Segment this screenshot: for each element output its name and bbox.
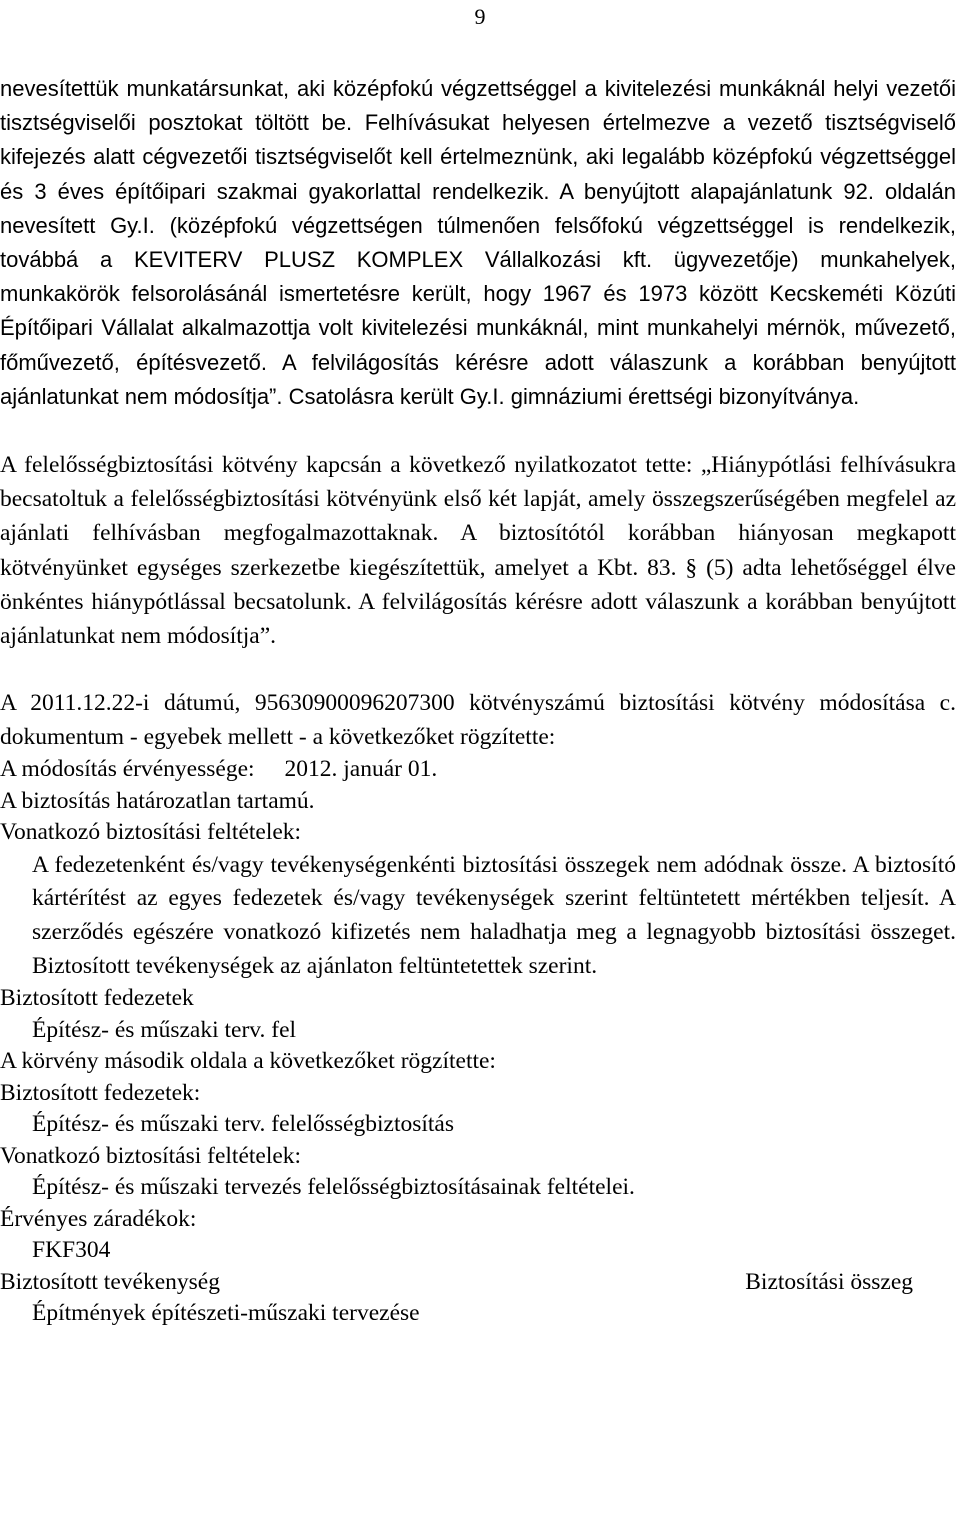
clauses-label: Érvényes záradékok: (0, 1205, 197, 1232)
validity-value: 2012. január 01. (284, 756, 438, 783)
coverage-value-1: Építész- és műszaki terv. fel (32, 1016, 297, 1043)
coverage-value-2: Építész- és műszaki terv. felelősségbiztosítás (32, 1111, 455, 1138)
validity-label: A módosítás érvényessége: (0, 756, 255, 783)
coverage-label-1: Biztosított fedezetek (0, 985, 194, 1012)
conditions-label-1: Vonatkozó biztosítási feltételek: (0, 819, 302, 846)
validity-line (0, 754, 956, 786)
document-body (0, 72, 956, 1330)
activity-label: Biztosított tevékenység (0, 1268, 220, 1295)
paragraph-response-quote: nevesítettük munkatársunkat, aki középfokú végzettséggel a kivitelezési munkáknál helyi vezetői tisztségviselői posztokat töltött be. Felhívásukat helyesen értelmezve a vezető tisztségviselő kifejezés alatt cégvezetői tisztségviselőt kell értelmeznünk, aki legalább középfokú végzettséggel és 3 éves építőipari szakmai gyakorlattal rendelkezik. A benyújtott alapajánlatunk 92. oldalán nevesített Gy.I. (középfokú végzettségen túlmenően felsőfokú végzettséggel is rendelkezik, továbbá a KEVITERV PLUSZ KOMPLEX Vállalkozási kft. ügyvezetője) munkahelyek, munkakörök felsorolásánál ismertetésre került, hogy 1967 és 1973 között Kecskeméti Közúti Építőipari Vállalat alkalmazottja volt kivitelezési munkáknál, mint munkahelyi mérnök, művezető, főművezető, építésvezető. A felvilágosítás kérésre adott válaszunk a korábban benyújtott ajánlatunkat nem módosítja”. Csatolásra került Gy.I. gimnáziumi érettségi bizonyítványa. (0, 76, 956, 409)
paragraph-gap (0, 414, 956, 448)
conditions-text-1: A fedezetenként és/vagy tevékenységenkénti biztosítási összegek nem adódnak össze. A biztosító kártérítést az egyes fedezetek és/vagy tevékenységek szerint feltüntetett mértékben teljesít. A szerződés egészére vonatkozó kifizetés nem haladhatja meg a legnagyobb biztosítási összeget. Biztosított tevékenységek az ajánlaton feltüntetettek szerint. (32, 851, 956, 979)
paragraph-policy-modification: A 2011.12.22-i dátumú, 95630900096207300 kötvényszámú biztosítási kötvény módosítása c. dokumentum - egyebek mellett - a következőket rögzítette: (0, 690, 956, 750)
second-page-line: A körvény második oldala a következőket rögzítette: (0, 1048, 496, 1075)
paragraph-gap (0, 653, 956, 687)
amount-label: Biztosítási összeg (745, 1268, 913, 1295)
activity-value: Építmények építészeti-műszaki tervezése (32, 1300, 420, 1327)
coverage-label-2: Biztosított fedezetek: (0, 1079, 201, 1106)
activity-amount-header (0, 1267, 913, 1299)
clauses-value: FKF304 (32, 1237, 111, 1264)
term-line: A biztosítás határozatlan tartamú. (0, 787, 315, 814)
conditions-label-2: Vonatkozó biztosítási feltételek: (0, 1142, 302, 1169)
paragraph-liability-insurance: A felelősségbiztosítási kötvény kapcsán a következő nyilatkozatot tette: „Hiánypótlási felhívásukra becsatoltuk a felelősségbiztosítási kötvényünk első két lapját, amely összegszerűségében megfelel az ajánlati felhívásban megfogalmazottaknak. A biztosítótól korábban hiányosan megkapott kötvényünket egységes szerkezetbe kiegészítettük, amelyet a Kbt. 83. § (5) adta lehetőséggel élve önkéntes hiánypótlással becsatolunk. A felvilágosítás kérésre adott válaszunk a korábban benyújtott ajánlatunkat nem módosítja”. (0, 452, 956, 650)
conditions-value-2: Építész- és műszaki tervezés felelősségbiztosításainak feltételei. (32, 1174, 635, 1201)
page-number: 9 (474, 4, 486, 29)
